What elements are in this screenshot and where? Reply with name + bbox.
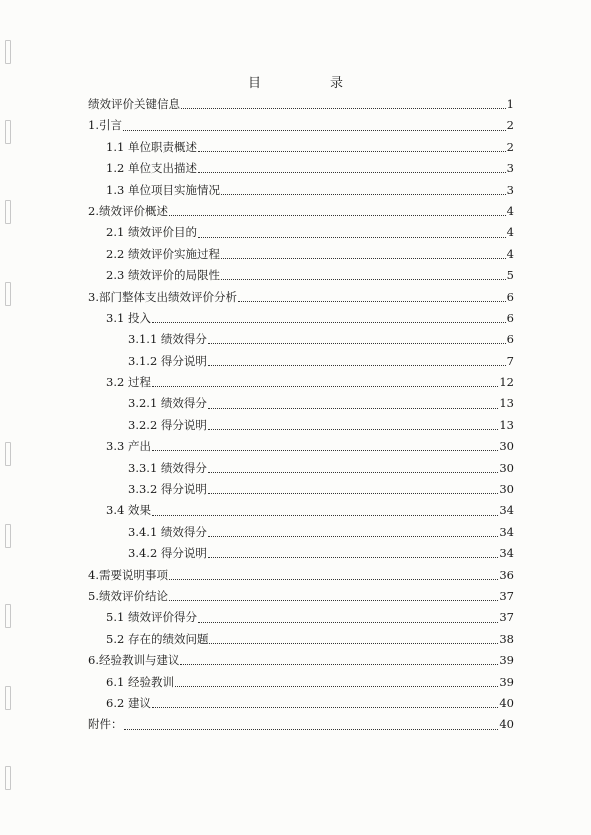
toc-entry-page-number: 34 bbox=[499, 546, 514, 561]
toc-entry[interactable] bbox=[88, 500, 514, 521]
toc-entry-page-number: 3 bbox=[506, 161, 514, 176]
dot-leader bbox=[221, 258, 506, 259]
toc-entry-page-number: 39 bbox=[499, 674, 514, 689]
toc-entry-page-number: 6 bbox=[506, 310, 514, 325]
toc-entry[interactable] bbox=[88, 629, 514, 650]
toc-entry[interactable] bbox=[88, 287, 514, 308]
toc-entry-page-number: 2 bbox=[506, 139, 514, 154]
dot-leader bbox=[238, 301, 506, 302]
binding-hole-mark bbox=[5, 604, 11, 628]
dot-leader bbox=[208, 493, 498, 494]
dot-leader bbox=[208, 343, 506, 344]
toc-entry-label: 5.2 存在的绩效问题 bbox=[106, 631, 209, 646]
dot-leader bbox=[152, 707, 498, 708]
toc-entry-label: 1.3 单位项目实施情况 bbox=[106, 182, 220, 197]
toc-entry[interactable] bbox=[88, 158, 514, 179]
toc-entry-label: 附件： bbox=[88, 717, 123, 732]
toc-entry[interactable] bbox=[88, 329, 514, 350]
binding-hole-mark bbox=[5, 442, 11, 466]
toc-entry[interactable] bbox=[88, 607, 514, 628]
toc-entry-label: 5.1 绩效评价得分 bbox=[106, 610, 197, 625]
toc-entry[interactable] bbox=[88, 693, 514, 714]
dot-leader bbox=[208, 408, 498, 409]
toc-entry[interactable] bbox=[88, 586, 514, 607]
table-of-contents bbox=[88, 94, 514, 736]
dot-leader bbox=[169, 579, 498, 580]
toc-entry[interactable] bbox=[88, 415, 514, 436]
toc-entry-label: 4.需要说明事项 bbox=[88, 567, 168, 582]
toc-entry[interactable] bbox=[88, 137, 514, 158]
toc-entry-page-number: 4 bbox=[506, 246, 514, 261]
toc-entry[interactable] bbox=[88, 115, 514, 136]
dot-leader bbox=[198, 172, 506, 173]
toc-entry-page-number: 30 bbox=[499, 460, 514, 475]
toc-entry-page-number: 40 bbox=[499, 695, 514, 710]
dot-leader bbox=[152, 386, 498, 387]
binding-hole-mark bbox=[5, 120, 11, 144]
toc-entry-label: 3.4.1 绩效得分 bbox=[128, 524, 207, 539]
dot-leader bbox=[175, 686, 498, 687]
binding-hole-mark bbox=[5, 282, 11, 306]
dot-leader bbox=[152, 322, 506, 323]
toc-entry-page-number: 13 bbox=[499, 396, 514, 411]
toc-entry[interactable] bbox=[88, 201, 514, 222]
toc-entry-page-number: 40 bbox=[499, 717, 514, 732]
toc-entry[interactable] bbox=[88, 308, 514, 329]
dot-leader bbox=[221, 194, 506, 195]
toc-entry-label: 2.2 绩效评价实施过程 bbox=[106, 246, 220, 261]
dot-leader bbox=[169, 215, 506, 216]
binding-hole-mark bbox=[5, 766, 11, 790]
dot-leader bbox=[198, 622, 498, 623]
toc-entry-page-number: 34 bbox=[499, 524, 514, 539]
dot-leader bbox=[169, 600, 498, 601]
toc-entry-page-number: 4 bbox=[506, 203, 514, 218]
toc-entry-label: 3.4.2 得分说明 bbox=[128, 546, 207, 561]
toc-entry[interactable] bbox=[88, 265, 514, 286]
dot-leader bbox=[198, 237, 506, 238]
dot-leader bbox=[208, 557, 498, 558]
toc-entry-page-number: 38 bbox=[499, 631, 514, 646]
toc-entry-label: 3.3.2 得分说明 bbox=[128, 482, 207, 497]
toc-entry[interactable] bbox=[88, 714, 514, 735]
toc-entry-page-number: 30 bbox=[499, 439, 514, 454]
toc-entry[interactable] bbox=[88, 180, 514, 201]
toc-entry-label: 3.2.2 得分说明 bbox=[128, 417, 207, 432]
toc-entry-page-number: 6 bbox=[506, 289, 514, 304]
toc-entry[interactable] bbox=[88, 372, 514, 393]
toc-entry[interactable] bbox=[88, 244, 514, 265]
toc-entry[interactable] bbox=[88, 436, 514, 457]
binding-hole-mark bbox=[5, 524, 11, 548]
dot-leader bbox=[221, 279, 506, 280]
binding-hole-mark bbox=[5, 200, 11, 224]
dot-leader bbox=[198, 151, 506, 152]
toc-entry[interactable] bbox=[88, 565, 514, 586]
toc-entry-label: 2.1 绩效评价目的 bbox=[106, 225, 197, 240]
dot-leader bbox=[181, 108, 506, 109]
toc-entry-label: 1.2 单位支出描述 bbox=[106, 161, 197, 176]
toc-entry-label: 1.引言 bbox=[88, 118, 122, 133]
toc-entry-label: 3.3 产出 bbox=[106, 439, 151, 454]
toc-entry-page-number: 3 bbox=[506, 182, 514, 197]
dot-leader bbox=[123, 130, 506, 131]
toc-entry-page-number: 2 bbox=[506, 118, 514, 133]
toc-entry-label: 2.3 绩效评价的局限性 bbox=[106, 268, 220, 283]
toc-entry-label: 3.4 效果 bbox=[106, 503, 151, 518]
toc-entry-page-number: 36 bbox=[499, 567, 514, 582]
toc-entry-page-number: 34 bbox=[499, 503, 514, 518]
toc-entry[interactable] bbox=[88, 222, 514, 243]
toc-entry[interactable] bbox=[88, 650, 514, 671]
toc-entry-label: 2.绩效评价概述 bbox=[88, 203, 168, 218]
dot-leader bbox=[152, 515, 498, 516]
toc-entry-label: 3.3.1 绩效得分 bbox=[128, 460, 207, 475]
toc-entry-label: 6.经验教训与建议 bbox=[88, 653, 180, 668]
toc-entry-label: 1.1 单位职责概述 bbox=[106, 139, 197, 154]
dot-leader bbox=[208, 536, 498, 537]
dot-leader bbox=[208, 472, 498, 473]
binding-hole-mark bbox=[5, 686, 11, 710]
toc-entry[interactable] bbox=[88, 393, 514, 414]
dot-leader bbox=[124, 729, 499, 730]
toc-entry-label: 绩效评价关键信息 bbox=[88, 97, 180, 111]
toc-entry[interactable] bbox=[88, 94, 514, 115]
toc-entry-label: 6.2 建议 bbox=[106, 695, 151, 710]
toc-entry-page-number: 7 bbox=[506, 353, 514, 368]
toc-entry-page-number: 37 bbox=[499, 588, 514, 603]
toc-entry-page-number: 1 bbox=[506, 97, 514, 111]
dot-leader bbox=[152, 450, 498, 451]
toc-entry[interactable] bbox=[88, 672, 514, 693]
toc-entry-page-number: 6 bbox=[506, 332, 514, 347]
toc-entry[interactable] bbox=[88, 522, 514, 543]
toc-entry-page-number: 12 bbox=[499, 375, 514, 390]
toc-entry[interactable] bbox=[88, 479, 514, 500]
toc-entry-page-number: 39 bbox=[499, 653, 514, 668]
toc-entry-label: 3.1 投入 bbox=[106, 310, 151, 325]
toc-entry-label: 3.部门整体支出绩效评价分析 bbox=[88, 289, 237, 304]
dot-leader bbox=[180, 664, 498, 665]
toc-entry-label: 3.2 过程 bbox=[106, 375, 151, 390]
toc-entry-label: 6.1 经验教训 bbox=[106, 674, 174, 689]
toc-entry-page-number: 30 bbox=[499, 482, 514, 497]
toc-entry-page-number: 5 bbox=[506, 268, 514, 283]
toc-entry[interactable] bbox=[88, 458, 514, 479]
toc-title: 目 录 bbox=[247, 76, 371, 91]
dot-leader bbox=[208, 429, 498, 430]
toc-entry-label: 3.1.2 得分说明 bbox=[128, 353, 207, 368]
toc-entry-label: 3.1.1 绩效得分 bbox=[128, 332, 207, 347]
dot-leader bbox=[209, 643, 498, 644]
toc-entry[interactable] bbox=[88, 351, 514, 372]
toc-entry-page-number: 37 bbox=[499, 610, 514, 625]
toc-entry-label: 5.绩效评价结论 bbox=[88, 588, 168, 603]
binding-hole-mark bbox=[5, 40, 11, 64]
toc-entry-label: 3.2.1 绩效得分 bbox=[128, 396, 207, 411]
toc-entry-page-number: 13 bbox=[499, 417, 514, 432]
toc-entry-page-number: 4 bbox=[506, 225, 514, 240]
toc-entry[interactable] bbox=[88, 543, 514, 564]
dot-leader bbox=[208, 365, 506, 366]
